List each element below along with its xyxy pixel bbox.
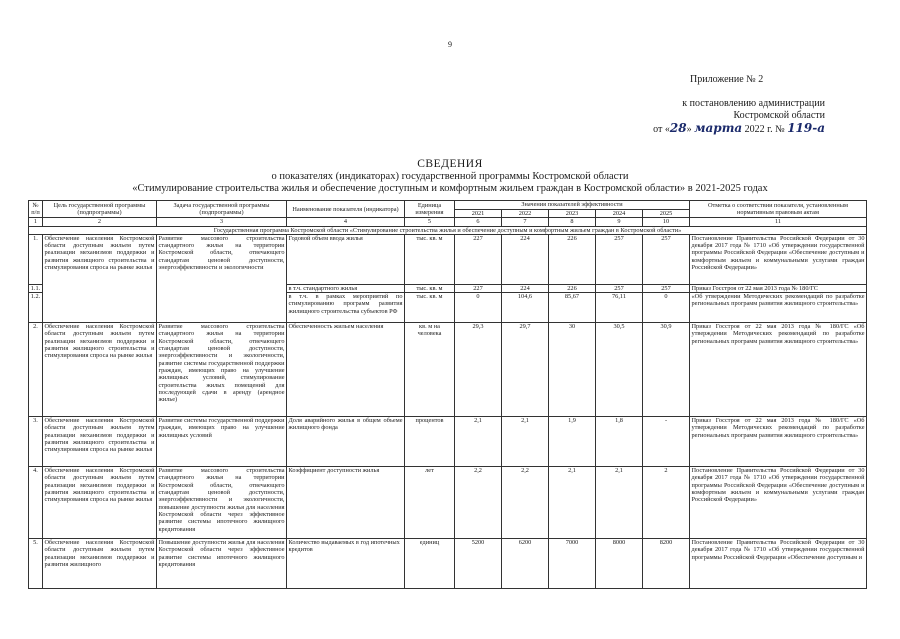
row-value: 257 — [643, 234, 690, 284]
row-indicator: в т.ч. в рамках мероприятий по стимулированию программ развития жилищного строительства субъектов РФ — [287, 293, 405, 323]
decree-close-quote: » — [686, 124, 692, 135]
row-note: Приказ Госстроя от 22 мая 2013 года № 180/ГС «Об утверждении Методических рекомендаций по разработке региональных программ развития жилищного строительства» — [690, 417, 867, 467]
row-num: 2. — [29, 323, 43, 417]
row-num: 4. — [29, 467, 43, 539]
decree-year: 2022 г. № — [744, 124, 785, 135]
col-number: 4 — [287, 218, 405, 226]
decree-month: марта — [694, 121, 743, 135]
row-task: Развитие массового строительства стандартного жилья на территории Костромской области, отвечающего стандартам ценовой доступности, энергоэффективности и экологичности — [157, 234, 287, 322]
row-value: 2,1 — [502, 417, 549, 467]
row-goal: Обеспечение населения Костромской области доступным жильем путем реализации механизмов поддержки и развития жилищного строительства и стимулирования спроса на рынке жилья — [43, 234, 157, 322]
title-line-3: «Стимулирование строительства жилья и обеспечение доступным и комфортным жильем граждан в Костромской области» в 2021-2025 годах — [132, 183, 768, 194]
header-unit: Единица измерения — [405, 201, 455, 218]
row-value: 226 — [549, 234, 596, 284]
indicators-table — [28, 200, 867, 589]
row-unit: единиц — [405, 539, 455, 589]
row-note: Постановление Правительства Российской Федерации от 30 декабря 2017 года № 1710 «Об утверждении государственной программы Российской Федерации «Обеспечение доступным и — [690, 539, 867, 589]
page-number: 9 — [448, 40, 452, 49]
decree-date-line — [600, 122, 825, 136]
row-note: Приказ Госстроя от 22 мая 2013 года № 180/ГС «Об утверждении Методических рекомендаций по разработке региональных программ развития жилищного строительства» — [690, 323, 867, 417]
decree-line-1: к постановлению администрации — [682, 98, 825, 109]
row-unit: кв. м на человека — [405, 323, 455, 417]
row-num: 1. — [29, 234, 43, 284]
row-value: 0 — [455, 293, 502, 323]
row-value: 76,11 — [596, 293, 643, 323]
row-note: Приказ Госстроя от 22 мая 2013 года № 180/ГС — [690, 284, 867, 292]
col-number: 2 — [43, 218, 157, 226]
row-indicator: Обеспеченность жильем населения — [287, 323, 405, 417]
row-value: 29,3 — [455, 323, 502, 417]
row-goal: Обеспечение населения Костромской области доступным жильем путем реализации механизмов поддержки и развития жилищного строительства и стимулирования спроса на рынке жилья — [43, 323, 157, 417]
header-goal: Цель государственной программы (подпрограммы) — [43, 201, 157, 218]
title-line-2: о показателях (индикаторах) государственной программы Костромской области — [271, 170, 629, 182]
row-task: Развитие массового строительства стандартного жилья на территории Костромской области, отвечающего стандартам ценовой доступности, энергоэффективности и экологичности, повышение доступности жилья для населения Костромской области через эффективное развитие системы ипотечного жилищного кредитования — [157, 467, 287, 539]
row-value: 29,7 — [502, 323, 549, 417]
row-note: Постановление Правительства Российской Федерации от 30 декабря 2017 года № 1710 «Об утверждении государственной программы Российской Федерации «Обеспечение доступным и комфортным жильем и коммунальными услугами граждан Российской Федерации» — [690, 467, 867, 539]
row-unit: лет — [405, 467, 455, 539]
col-number: 7 — [502, 218, 549, 226]
row-value: 2,2 — [455, 467, 502, 539]
row-unit: процентов — [405, 417, 455, 467]
row-indicator: Количество выдаваемых в год ипотечных кредитов — [287, 539, 405, 589]
row-value: 1,9 — [549, 417, 596, 467]
row-value: 104,6 — [502, 293, 549, 323]
row-value: 8200 — [643, 539, 690, 589]
row-value: 0 — [643, 293, 690, 323]
row-indicator: Годовой объем ввода жилья — [287, 234, 405, 284]
row-value: 227 — [455, 234, 502, 284]
row-goal: Обеспечение населения Костромской области доступным жильем путем реализации механизмов поддержки и развития жилищного — [43, 539, 157, 589]
header-task: Задача государственной программы (подпрограммы) — [157, 201, 287, 218]
header-year: 2022 — [502, 210, 549, 218]
decree-reference — [600, 98, 825, 136]
row-value: 226 — [549, 284, 596, 292]
row-task: Развитие системы государственной поддержки граждан, имеющих право на улучшение жилищных условий — [157, 417, 287, 467]
row-unit: тыс. кв. м — [405, 234, 455, 284]
appendix-label: Приложение № 2 — [690, 74, 764, 85]
row-value: 224 — [502, 234, 549, 284]
row-value: 30,5 — [596, 323, 643, 417]
header-num: № п/п — [29, 201, 43, 218]
row-value: 2,1 — [596, 467, 643, 539]
row-value: 257 — [596, 234, 643, 284]
col-number: 6 — [455, 218, 502, 226]
row-goal: Обеспечение населения Костромской области доступным жильем путем реализации механизмов поддержки и развития жилищного строительства и стимулирования спроса на рынке жилья — [43, 467, 157, 539]
row-value: 2 — [643, 467, 690, 539]
col-number: 9 — [596, 218, 643, 226]
col-number: 1 — [29, 218, 43, 226]
col-number: 8 — [549, 218, 596, 226]
row-unit: тыс. кв. м — [405, 293, 455, 323]
decree-day: 28 — [669, 121, 687, 135]
row-value: 257 — [596, 284, 643, 292]
row-num: 1.1. — [29, 284, 43, 292]
decree-from: от « — [653, 124, 670, 135]
row-value: 30,9 — [643, 323, 690, 417]
row-value: 8000 — [596, 539, 643, 589]
title-heading: СВЕДЕНИЯ — [417, 158, 483, 170]
row-value: 2,1 — [455, 417, 502, 467]
col-number: 11 — [690, 218, 867, 226]
col-number: 3 — [157, 218, 287, 226]
header-year: 2021 — [455, 210, 502, 218]
row-goal: Обеспечение населения Костромской области доступным жильем путем реализации механизмов поддержки и развития жилищного строительства и стимулирования спроса на рынке жилья — [43, 417, 157, 467]
row-value: 2,2 — [502, 467, 549, 539]
header-values-group: Значения показателей эффективности — [455, 201, 690, 210]
row-note: Постановление Правительства Российской Федерации от 30 декабря 2017 года № 1710 «Об утверждении государственной программы Российской Федерации «Обеспечение доступным и комфортным жильем и коммунальными услугами граждан Российской Федерации» — [690, 234, 867, 284]
decree-line-2: Костромской области — [733, 110, 825, 121]
row-value: 257 — [643, 284, 690, 292]
row-num: 5. — [29, 539, 43, 589]
row-task: Развитие массового строительства стандартного жилья на территории Костромской области, отвечающего стандартам ценовой доступности, энергоэффективности и экологичности, развитие системы государственной поддержки граждан, имеющих право на улучшение жилищных условий, стимулирование строительства жилых помещений для последующей сдачи в аренду (арендное жилье) — [157, 323, 287, 417]
row-indicator: Доля аварийного жилья в общем объеме жилищного фонда — [287, 417, 405, 467]
row-value: 5200 — [455, 539, 502, 589]
col-number: 5 — [405, 218, 455, 226]
row-value: 6200 — [502, 539, 549, 589]
row-value: 2,1 — [549, 467, 596, 539]
program-row: Государственная программа Костромской области «Стимулирование строительства жилья и обеспечение доступным и комфортным жильем граждан в Костромской области» — [29, 226, 867, 234]
header-year: 2025 — [643, 210, 690, 218]
row-num: 3. — [29, 417, 43, 467]
row-value: 224 — [502, 284, 549, 292]
document-title — [0, 158, 900, 196]
header-year: 2023 — [549, 210, 596, 218]
row-indicator: Коэффициент доступности жилья — [287, 467, 405, 539]
row-value: 85,67 — [549, 293, 596, 323]
row-value: 7000 — [549, 539, 596, 589]
col-number: 10 — [643, 218, 690, 226]
row-task: Повышение доступности жилья для населения Костромской области через эффективное развитие системы ипотечного жилищного кредитования — [157, 539, 287, 589]
row-note: «Об утверждении Методических рекомендаций по разработке региональных программ развития жилищного строительства» — [690, 293, 867, 323]
header-indicator: Наименование показателя (индикатора) — [287, 201, 405, 218]
decree-number: 119-а — [787, 121, 825, 135]
header-note: Отметка о соответствии показателя, установленным нормативным правовым актам — [690, 201, 867, 218]
row-value: 227 — [455, 284, 502, 292]
row-indicator: в т.ч. стандартного жилья — [287, 284, 405, 292]
header-year: 2024 — [596, 210, 643, 218]
row-value: - — [643, 417, 690, 467]
row-value: 30 — [549, 323, 596, 417]
row-unit: тыс. кв. м — [405, 284, 455, 292]
row-value: 1,8 — [596, 417, 643, 467]
row-num: 1.2. — [29, 293, 43, 323]
